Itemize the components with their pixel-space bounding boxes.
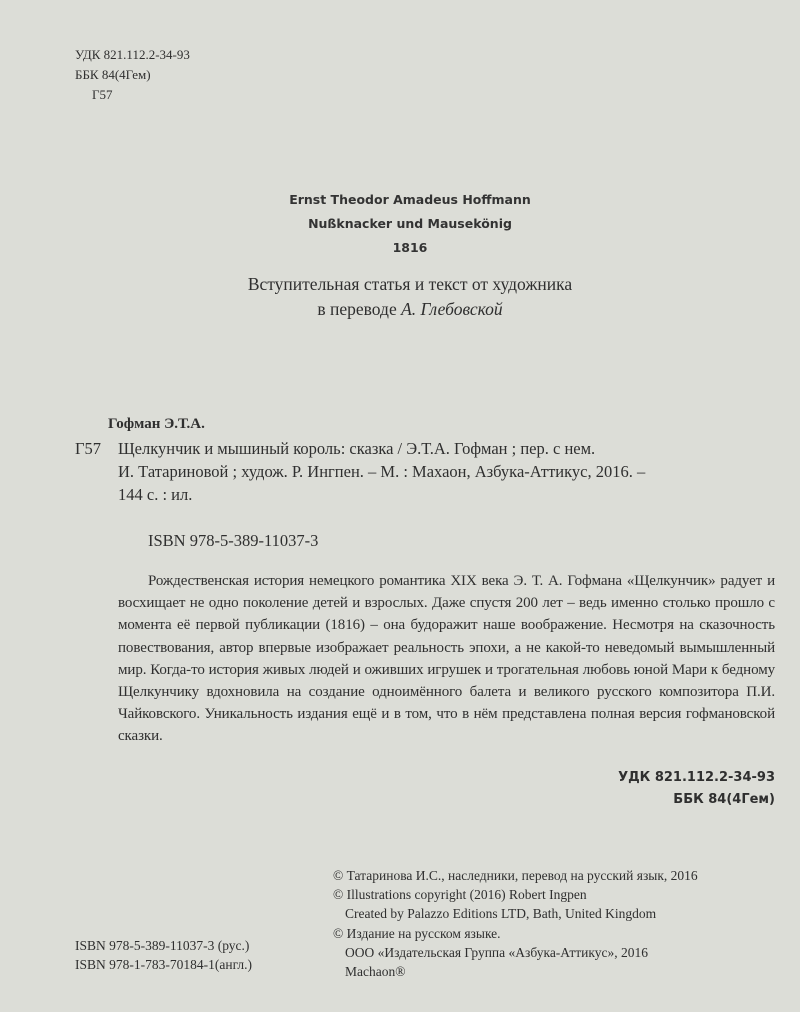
copyright-publisher: ООО «Издательская Группа «Азбука-Аттикус», 2016 — [345, 944, 649, 960]
author-heading: Гофман Э.Т.А. — [108, 416, 205, 432]
copyright-machaon: Machaon® — [345, 964, 406, 980]
bib-line-1: Щелкунчик и мышиный король: сказка / Э.Т.А. Гофман ; пер. с нем. — [118, 439, 596, 458]
bbk-bottom: ББК 84(4Гем) — [673, 792, 775, 807]
copyright-translation: © Татаринова И.С., наследники, перевод на русский язык, 2016 — [333, 868, 698, 883]
translation-line-1: Вступительная статья и текст от художника — [247, 274, 573, 294]
bib-line-2: И. Татариновой ; худож. Р. Ингпен. – М. : Махаон, Азбука-Аттикус, 2016. – — [118, 462, 646, 481]
copyright-edition: © Издание на русском языке. — [333, 925, 501, 941]
isbn-main: ISBN 978-5-389-11037-3 — [148, 531, 319, 550]
copyright-block — [333, 866, 698, 981]
copyright-illustrations: © Illustrations copyright (2016) Robert Ingpen — [333, 887, 587, 903]
original-author: Ernst Theodor Amadeus Hoffmann — [289, 192, 531, 207]
copyright-palazzo: Created by Palazzo Editions LTD, Bath, United Kingdom — [345, 906, 657, 922]
author-code: Г57 — [75, 439, 102, 458]
isbn-russian: ISBN 978-5-389-11037-3 (рус.) — [75, 938, 250, 953]
isbn-block — [75, 936, 252, 974]
translation-prefix: в переводе — [317, 299, 402, 319]
bbk-top: ББК 84(4Гем) — [75, 67, 151, 82]
bib-line-3: 144 с. : ил. — [118, 485, 193, 504]
translation-line-2 — [0, 299, 800, 320]
udk-bottom: УДК 821.112.2-34-93 — [618, 770, 775, 785]
original-year: 1816 — [392, 240, 428, 255]
translator-name: А. Глебовской — [401, 299, 503, 319]
udk-top: УДК 821.112.2-34-93 — [75, 47, 190, 62]
author-code-top: Г57 — [92, 87, 113, 102]
abstract: Рождественская история немецкого романтика XIX века Э. Т. А. Гофмана «Щелкунчик» радует и восхищает не одно поколение детей и взрослых. Даже спустя 200 лет – ведь именно столько прошло с момента её первой публикации (1816) – она будоражит наше воображение. Несмотря на сказочность повествования, автор впервые изображает реальность эпохи, а не какой-то неведомый вымышленный мир. Когда-то история живых людей и оживших игрушек и трогательная любовь юной Мари к бедному Щелкунчику вдохновила на создание одноимённого балета и великого русского композитора П.И. Чайковского. Уникальность издания ещё и в том, что в нём представлена полная версия гофмановской сказки. — [118, 573, 775, 745]
isbn-english: ISBN 978-1-783-70184-1(англ.) — [75, 957, 253, 972]
original-title: Nußknacker und Mausekönig — [308, 216, 512, 231]
